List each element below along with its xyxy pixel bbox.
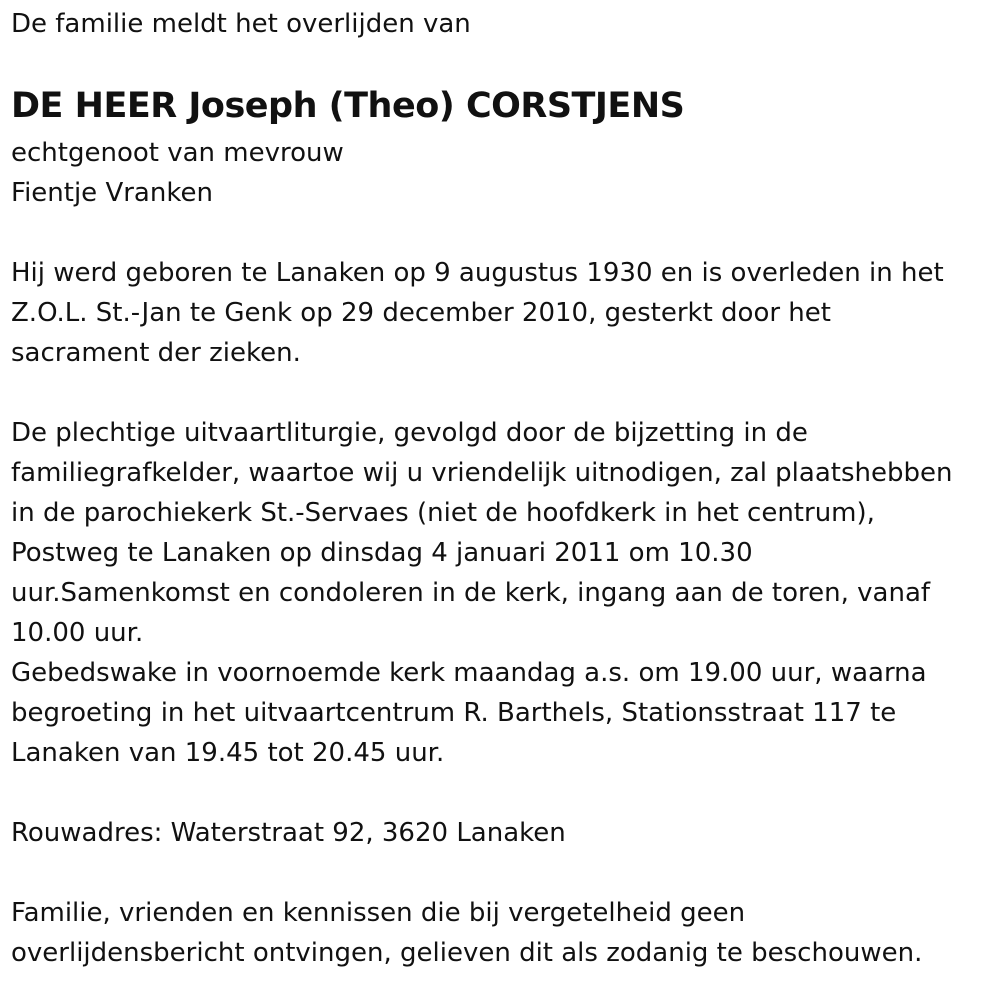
birth-death-line: Hij werd geboren te Lanaken op 9 augustus 1930 en is overleden in het: [11, 258, 944, 288]
funeral-line: Postweg te Lanaken op dinsdag 4 januari 2011 om 10.30: [11, 538, 753, 568]
deceased-name: DE HEER Joseph (Theo) CORSTJENS: [11, 86, 685, 126]
funeral-line: uur.Samenkomst en condoleren in de kerk, ingang aan de toren, vanaf: [11, 578, 931, 608]
intro-text: De familie meldt het overlijden van: [11, 9, 471, 39]
closing-line: Familie, vrienden en kennissen die bij vergetelheid geen: [11, 898, 746, 928]
birth-death-line: sacrament der zieken.: [11, 338, 301, 368]
funeral-line: De plechtige uitvaartliturgie, gevolgd door de bijzetting in de: [11, 418, 808, 448]
funeral-line: in de parochiekerk St.-Servaes (niet de hoofdkerk in het centrum),: [11, 498, 875, 528]
spouse-line: echtgenoot van mevrouw: [11, 138, 344, 168]
mourning-address: Rouwadres: Waterstraat 92, 3620 Lanaken: [11, 818, 566, 848]
funeral-line: begroeting in het uitvaartcentrum R. Barthels, Stationsstraat 117 te: [11, 698, 897, 728]
closing-line: overlijdensbericht ontvingen, gelieven dit als zodanig te beschouwen.: [11, 938, 923, 968]
funeral-line: 10.00 uur.: [11, 618, 144, 648]
funeral-line: Lanaken van 19.45 tot 20.45 uur.: [11, 738, 445, 768]
funeral-line: familiegrafkelder, waartoe wij u vriendelijk uitnodigen, zal plaatshebben: [11, 458, 953, 488]
spouse-name: Fientje Vranken: [11, 178, 213, 208]
funeral-line: Gebedswake in voornoemde kerk maandag a.s. om 19.00 uur, waarna: [11, 658, 927, 688]
birth-death-line: Z.O.L. St.-Jan te Genk op 29 december 2010, gesterkt door het: [11, 298, 831, 328]
